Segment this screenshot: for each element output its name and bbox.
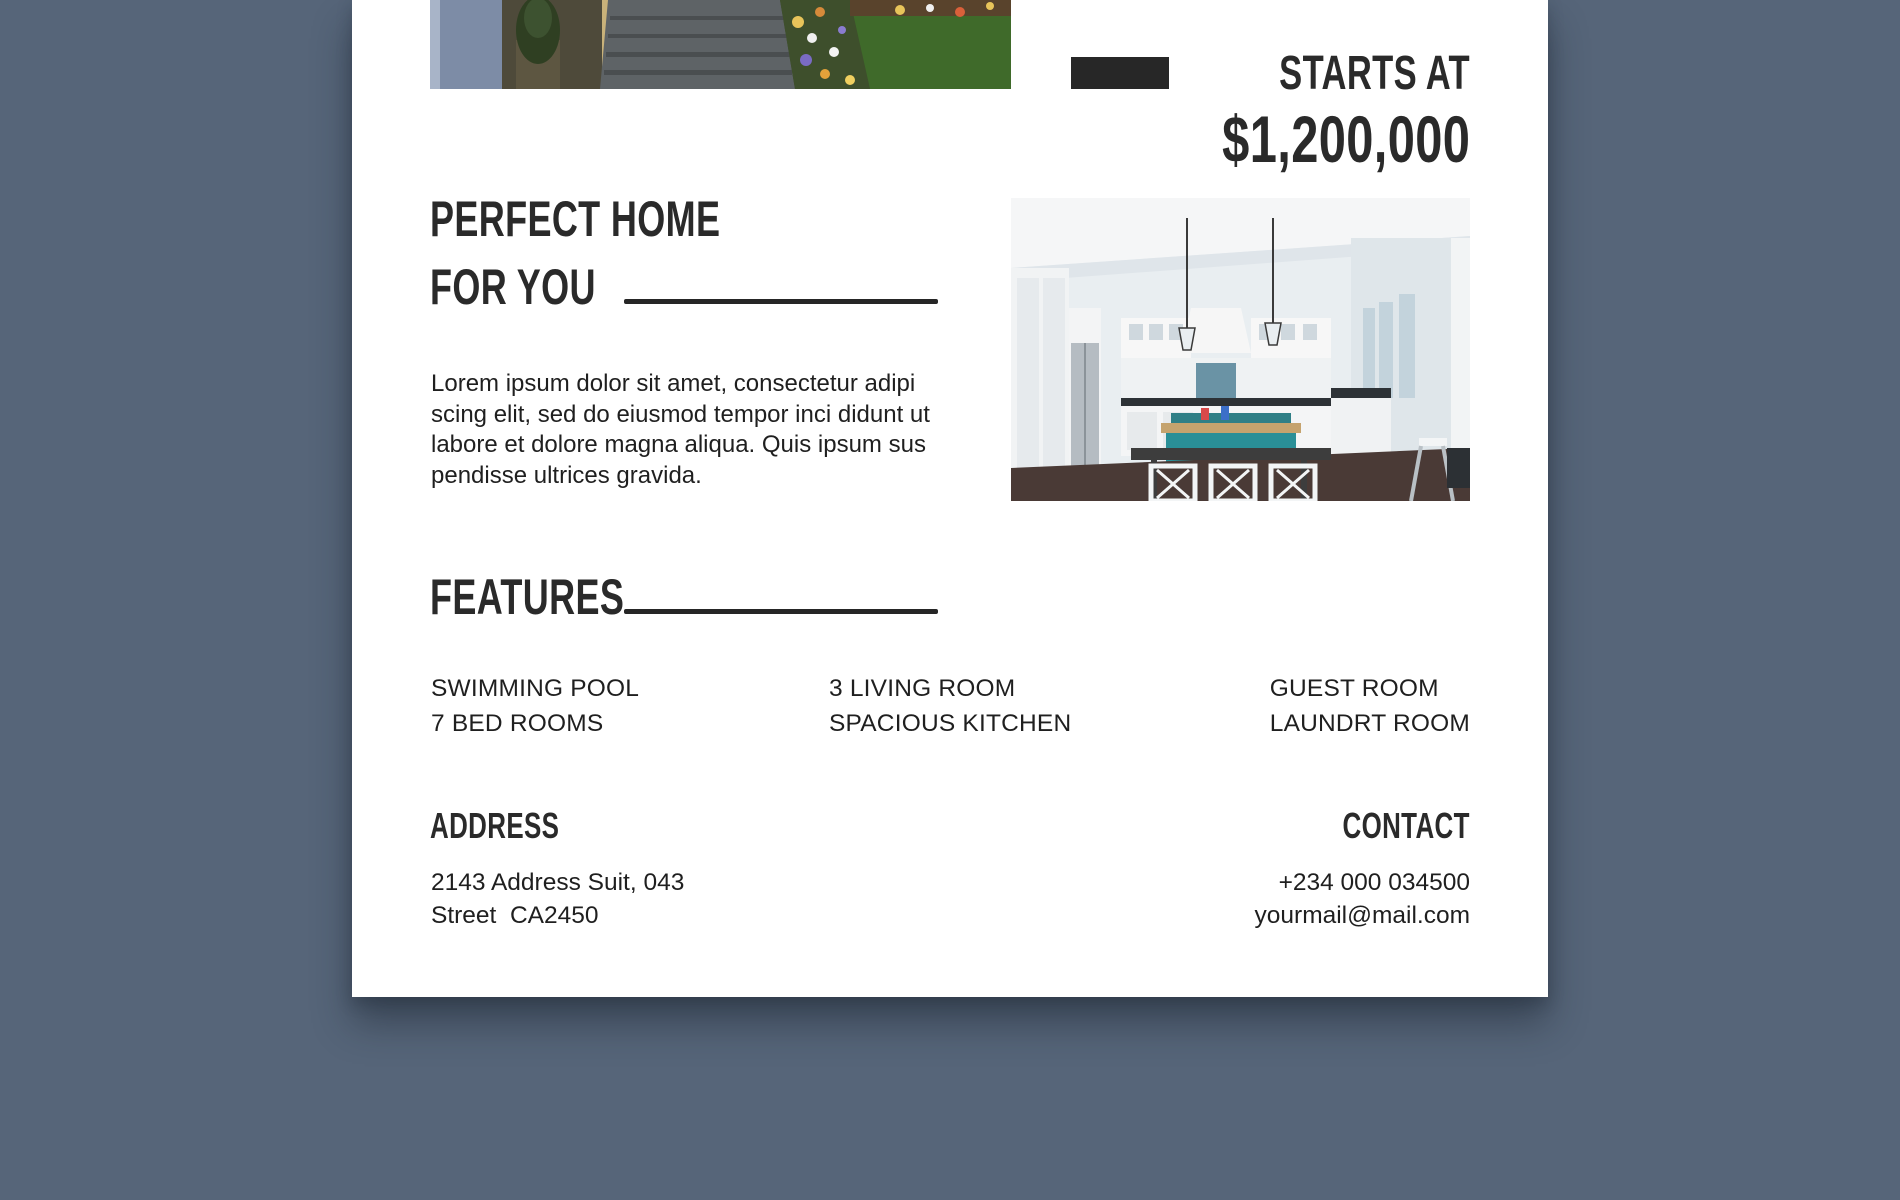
flyer-sheet: [352, 0, 1548, 997]
contact-email: yourmail@mail.com: [1254, 902, 1470, 929]
starts-at-label: STARTS AT: [1279, 47, 1470, 100]
feature-item: GUEST ROOM: [1269, 675, 1439, 702]
feature-item: 3 LIVING ROOM: [829, 675, 1016, 702]
contact-phone: +234 000 034500: [1278, 869, 1470, 896]
intro-heading-line2: FOR YOU: [430, 259, 596, 315]
feature-item: SWIMMING POOL: [431, 675, 640, 702]
accent-block: [1071, 57, 1169, 89]
features-column-2: [829, 671, 1071, 741]
features-column-3: [1270, 671, 1470, 741]
contact-heading: CONTACT: [1342, 805, 1470, 846]
address-heading: ADDRESS: [430, 805, 560, 846]
price-value: $1,200,000: [1221, 102, 1470, 176]
feature-item: LAUNDRT ROOM: [1269, 710, 1470, 737]
feature-item: 7 BED ROOMS: [431, 710, 604, 737]
house-exterior-photo: [430, 0, 1011, 89]
heading-underline: [624, 299, 938, 304]
features-underline: [624, 609, 938, 614]
intro-paragraph: Lorem ipsum dolor sit amet, consectetur adipi scing elit, sed do eiusmod tempor inci didunt ut labore et dolore magna aliqua. Quis ipsum sus pendisse ultrices gravida.: [431, 370, 930, 489]
feature-item: SPACIOUS KITCHEN: [829, 710, 1072, 737]
features-heading: FEATURES: [430, 569, 625, 625]
address-block: [431, 866, 684, 932]
features-column-1: [431, 671, 639, 741]
address-line-1: 2143 Address Suit, 043: [431, 869, 685, 896]
address-line-2: Street CA2450: [431, 902, 599, 929]
contact-block: [1255, 866, 1470, 932]
kitchen-photo: [1011, 198, 1470, 501]
intro-heading-line1: PERFECT HOME: [430, 191, 721, 247]
